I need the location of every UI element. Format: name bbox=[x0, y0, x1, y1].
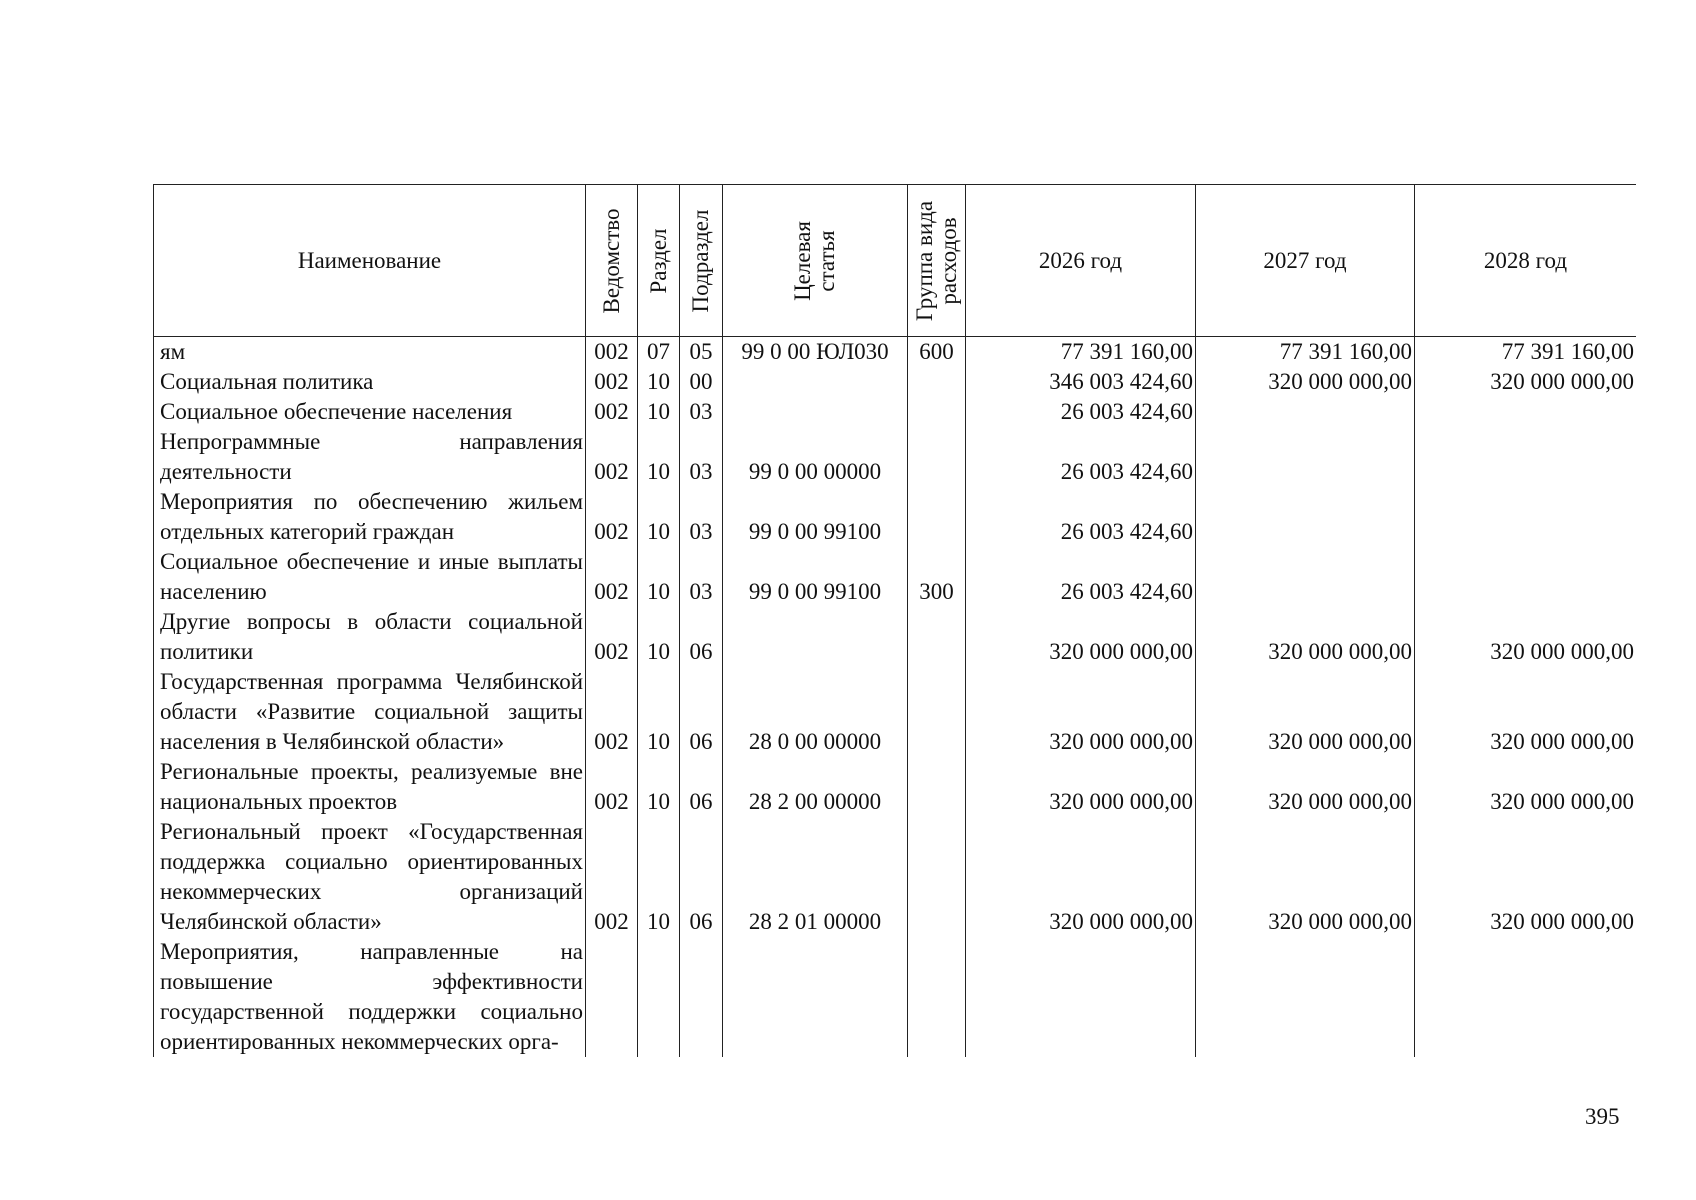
cell-amount-2027 bbox=[1196, 937, 1415, 1057]
header-target-article: Целевая статья bbox=[790, 220, 839, 301]
cell-subsection: 06 bbox=[680, 667, 723, 757]
cell-subsection: 03 bbox=[680, 427, 723, 487]
table-row bbox=[154, 667, 1637, 757]
cell-department: 002 bbox=[586, 817, 638, 937]
cell-target-article bbox=[723, 607, 908, 667]
header-section: Раздел bbox=[645, 227, 671, 294]
cell-target-article bbox=[723, 397, 908, 427]
cell-section: 10 bbox=[638, 817, 680, 937]
cell-name: ям bbox=[154, 337, 586, 368]
cell-department: 002 bbox=[586, 337, 638, 368]
cell-section: 10 bbox=[638, 397, 680, 427]
cell-name: Социальная политика bbox=[154, 367, 586, 397]
cell-amount-2027 bbox=[1196, 547, 1415, 607]
cell-name: Региональный проект «Государственная поддержка социально ориентированных некоммерческих организаций Челябинской области» bbox=[154, 817, 586, 937]
cell-section: 10 bbox=[638, 547, 680, 607]
cell-amount-2026: 320 000 000,00 bbox=[966, 607, 1196, 667]
table-row bbox=[154, 937, 1637, 1057]
cell-department: 002 bbox=[586, 427, 638, 487]
cell-expense-group bbox=[908, 937, 966, 1057]
cell-subsection: 03 bbox=[680, 487, 723, 547]
header-year-2027: 2027 год bbox=[1196, 185, 1415, 337]
cell-section: 10 bbox=[638, 367, 680, 397]
cell-department: 002 bbox=[586, 547, 638, 607]
header-year-2026: 2026 год bbox=[966, 185, 1196, 337]
cell-amount-2026 bbox=[966, 937, 1196, 1057]
cell-amount-2026: 26 003 424,60 bbox=[966, 547, 1196, 607]
cell-name: Мероприятия, направленные на повышение эффективности государственной поддержки социально ориентированных некоммерческих орга- bbox=[154, 937, 586, 1057]
cell-amount-2026: 320 000 000,00 bbox=[966, 817, 1196, 937]
cell-amount-2027: 320 000 000,00 bbox=[1196, 757, 1415, 817]
cell-subsection: 06 bbox=[680, 757, 723, 817]
cell-target-article: 28 2 01 00000 bbox=[723, 817, 908, 937]
header-year-2028: 2028 год bbox=[1415, 185, 1637, 337]
header-department-cell bbox=[586, 185, 638, 337]
cell-amount-2026: 26 003 424,60 bbox=[966, 427, 1196, 487]
cell-amount-2027 bbox=[1196, 397, 1415, 427]
cell-amount-2027: 320 000 000,00 bbox=[1196, 817, 1415, 937]
cell-expense-group bbox=[908, 427, 966, 487]
cell-target-article: 99 0 00 99100 bbox=[723, 547, 908, 607]
table-row bbox=[154, 757, 1637, 817]
cell-amount-2028: 320 000 000,00 bbox=[1415, 757, 1637, 817]
cell-target-article: 28 0 00 00000 bbox=[723, 667, 908, 757]
budget-table bbox=[153, 184, 1636, 1057]
budget-table-sheet bbox=[153, 184, 1636, 1088]
cell-amount-2028: 320 000 000,00 bbox=[1415, 817, 1637, 937]
cell-amount-2028 bbox=[1415, 487, 1637, 547]
cell-subsection: 06 bbox=[680, 607, 723, 667]
cell-section: 07 bbox=[638, 337, 680, 368]
cell-amount-2028: 320 000 000,00 bbox=[1415, 367, 1637, 397]
header-subsection: Подраздел bbox=[688, 209, 713, 312]
cell-section bbox=[638, 937, 680, 1057]
cell-department: 002 bbox=[586, 397, 638, 427]
cell-department: 002 bbox=[586, 667, 638, 757]
page-number: 395 bbox=[1585, 1104, 1620, 1129]
cell-name: Государственная программа Челябинской области «Развитие социальной защиты населения в Челябинской области» bbox=[154, 667, 586, 757]
cell-department: 002 bbox=[586, 487, 638, 547]
cell-department: 002 bbox=[586, 607, 638, 667]
cell-section: 10 bbox=[638, 757, 680, 817]
cell-expense-group: 300 bbox=[908, 547, 966, 607]
header-name: Наименование bbox=[154, 185, 586, 337]
table-row bbox=[154, 337, 1637, 368]
cell-department bbox=[586, 937, 638, 1057]
cell-name: Региональные проекты, реализуемые вне национальных проектов bbox=[154, 757, 586, 817]
cell-target-article bbox=[723, 937, 908, 1057]
cell-expense-group bbox=[908, 667, 966, 757]
cell-subsection: 00 bbox=[680, 367, 723, 397]
cell-amount-2028: 320 000 000,00 bbox=[1415, 607, 1637, 667]
header-expense-group: Группа вида расходов bbox=[911, 200, 961, 321]
cell-department: 002 bbox=[586, 757, 638, 817]
cell-amount-2028 bbox=[1415, 547, 1637, 607]
table-row bbox=[154, 547, 1637, 607]
cell-subsection: 03 bbox=[680, 397, 723, 427]
cell-amount-2027 bbox=[1196, 427, 1415, 487]
table-row bbox=[154, 487, 1637, 547]
cell-department: 002 bbox=[586, 367, 638, 397]
cell-amount-2026: 77 391 160,00 bbox=[966, 337, 1196, 368]
cell-subsection: 03 bbox=[680, 547, 723, 607]
table-row bbox=[154, 817, 1637, 937]
cell-amount-2027: 320 000 000,00 bbox=[1196, 367, 1415, 397]
cell-amount-2027: 320 000 000,00 bbox=[1196, 667, 1415, 757]
header-section-cell bbox=[638, 185, 680, 337]
table-row bbox=[154, 397, 1637, 427]
cell-expense-group bbox=[908, 487, 966, 547]
cell-target-article: 99 0 00 00000 bbox=[723, 427, 908, 487]
table-row bbox=[154, 367, 1637, 397]
cell-amount-2026: 320 000 000,00 bbox=[966, 667, 1196, 757]
cell-expense-group bbox=[908, 607, 966, 667]
cell-amount-2027: 77 391 160,00 bbox=[1196, 337, 1415, 368]
cell-expense-group bbox=[908, 367, 966, 397]
cell-subsection bbox=[680, 937, 723, 1057]
cell-section: 10 bbox=[638, 487, 680, 547]
table-header-row bbox=[154, 185, 1637, 337]
cell-amount-2028 bbox=[1415, 397, 1637, 427]
cell-name: Мероприятия по обеспечению жильем отдельных категорий граждан bbox=[154, 487, 586, 547]
cell-target-article: 99 0 00 ЮЛ030 bbox=[723, 337, 908, 368]
header-department: Ведомство bbox=[598, 207, 624, 314]
cell-amount-2027 bbox=[1196, 487, 1415, 547]
cell-amount-2026: 26 003 424,60 bbox=[966, 397, 1196, 427]
cell-expense-group bbox=[908, 397, 966, 427]
cell-amount-2028: 77 391 160,00 bbox=[1415, 337, 1637, 368]
cell-section: 10 bbox=[638, 427, 680, 487]
cell-target-article: 28 2 00 00000 bbox=[723, 757, 908, 817]
cell-subsection: 06 bbox=[680, 817, 723, 937]
cell-expense-group bbox=[908, 757, 966, 817]
cell-expense-group: 600 bbox=[908, 337, 966, 368]
cell-section: 10 bbox=[638, 667, 680, 757]
cell-target-article: 99 0 00 99100 bbox=[723, 487, 908, 547]
table-body bbox=[154, 337, 1637, 1058]
cell-amount-2026: 346 003 424,60 bbox=[966, 367, 1196, 397]
cell-amount-2028 bbox=[1415, 937, 1637, 1057]
header-target-article-cell bbox=[723, 185, 908, 337]
cell-name: Социальное обеспечение и иные выплаты населению bbox=[154, 547, 586, 607]
cell-target-article bbox=[723, 367, 908, 397]
cell-section: 10 bbox=[638, 607, 680, 667]
cell-amount-2026: 26 003 424,60 bbox=[966, 487, 1196, 547]
cell-amount-2028: 320 000 000,00 bbox=[1415, 667, 1637, 757]
table-row bbox=[154, 427, 1637, 487]
cell-name: Непрограммные направления деятельности bbox=[154, 427, 586, 487]
header-expense-group-cell bbox=[908, 185, 966, 337]
cell-amount-2026: 320 000 000,00 bbox=[966, 757, 1196, 817]
cell-subsection: 05 bbox=[680, 337, 723, 368]
cell-name: Социальное обеспечение населения bbox=[154, 397, 586, 427]
table-row bbox=[154, 607, 1637, 667]
header-subsection-cell bbox=[680, 185, 723, 337]
cell-amount-2028 bbox=[1415, 427, 1637, 487]
cell-expense-group bbox=[908, 817, 966, 937]
cell-name: Другие вопросы в области социальной политики bbox=[154, 607, 586, 667]
cell-amount-2027: 320 000 000,00 bbox=[1196, 607, 1415, 667]
